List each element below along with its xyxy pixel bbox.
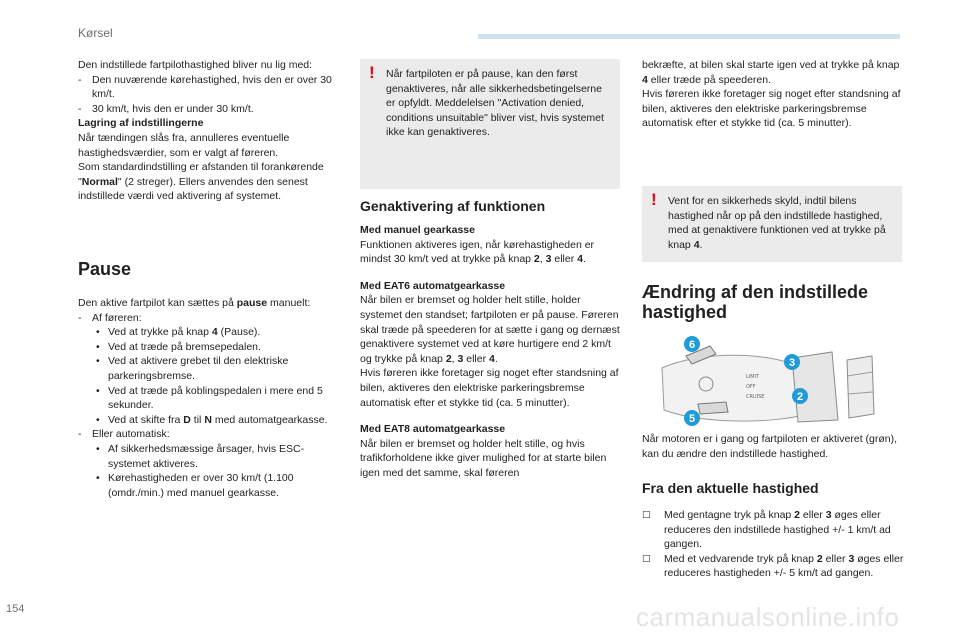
bullet-item: • Ved at aktivere grebet til den elektriske parkeringsbremse. [96,355,289,382]
column-3 [642,58,904,131]
list-item: - Den nuværende kørehastighed, hvis den er over 30 km/t. [78,73,332,101]
stalk-label-cruise: CRUISE [746,394,765,400]
paragraph: Den aktive fartpilot kan sættes på pause manuelt: [78,297,311,309]
stalk-label-limit: LIMIT [746,374,760,380]
paragraph: Når motoren er i gang og fartpiloten er aktiveret (grøn), kan du ændre den indstillede hastighed. [642,433,898,460]
intro-text: Den indstillede fartpilothastighed bliver nu lig med: [78,59,313,71]
list-item: □ Med gentagne tryk på knap 2 eller 3 øges eller reduceres den indstillede hastighed +/- 1 km/t ad gangen. [642,509,891,551]
list-item: □ Med et vedvarende tryk på knap 2 eller 3 øges eller reduceres hastigheden +/- 5 km/t ad gangen. [642,552,904,580]
subheading-eat8: Med EAT8 automatgearkasse [360,423,506,436]
paragraph: Hvis føreren ikke foretager sig noget efter standsning af bilen, aktiveres den elektriske parkeringsbremse automatisk efter et stykke tid (ca. 5 minutter). [642,88,901,130]
heading-genaktivering: Genaktivering af funktionen [360,198,546,214]
heading-aendring: Ændring af den indstillede hastighed [642,282,869,322]
list-item: - 30 km/t, hvis den er under 30 km/t. [78,102,254,115]
column-1 [78,58,346,204]
stalk-label-off: OFF [746,384,756,390]
callout-5-label: 5 [688,413,696,425]
paragraph: Når bilen er bremset og holder helt stille, holder systemet den standset; fartpiloten er på pause. Føreren skal træde på speederen for at sætte i gang og dernæst genaktivere systemet ved at køre hurtigere end 2 km/t og trykke på knap 2, 3 eller 4. [360,294,620,365]
paragraph: Funktionen aktiveres igen, når kørehastigheden er mindst 30 km/t ved at trykke på knap 2, 3 eller 4. [360,238,595,266]
paragraph: Når bilen er bremset og holder helt stille, og hvis trafikforholdene ikke giver mulighed for at starte bilen igen med det samme, skal føreren [360,437,607,479]
bullet-item: • Kørehastigheden er over 30 km/t (1.100 (omdr./min.) med manuel gearkasse. [96,472,294,499]
column-3-list [642,508,904,581]
checkbox-icon: □ [642,510,651,520]
bullet-item: • Ved at skifte fra D til N med automatgearkasse. [96,413,328,426]
bullet-item: • Ved at træde på koblingspedalen i mere end 5 sekunder. [96,384,323,412]
warning-text: Vent for en sikkerheds skyld, indtil bilens hastighed når op på den indstillede hastighed, med at genaktivere funktionen ved at trykke på knap 4. [668,195,886,251]
list-item: - Af føreren: [78,311,142,324]
warning-text: Når fartpiloten er på pause, kan den først genaktiveres, når alle sikkerhedsbetingelserne er opfyldt. Meddelelsen "Activation denied, conditions unsuitable" bliver vist, hvis systemet ikke kan genaktiveres. [386,68,604,139]
bullet-item: • Ved at træde på bremsepedalen. [96,340,261,353]
watermark: carmanualsonline.info [636,602,900,632]
column-1-pause [78,296,346,500]
subheading-manual: Med manuel gearkasse [360,224,475,236]
cruise-control-stalk-figure [642,332,904,432]
heading-fra-aktuelle: Fra den aktuelle hastighed [642,480,819,496]
callout-2-label: 2 [796,391,804,403]
bullet-item: • Ved at trykke på knap 4 (Pause). [96,326,261,339]
heading-pause: Pause [78,259,132,279]
checkbox-icon: □ [642,553,651,564]
callout-6-label: 6 [688,339,696,351]
page-number: 154 [6,603,25,615]
header-bar [478,34,900,39]
warning-icon: ! [651,190,657,209]
warning-note [360,59,620,189]
warning-icon: ! [369,63,375,82]
list-item: - Eller automatisk: [78,428,170,441]
subheading-lagring: Lagring af indstillingerne [78,117,204,130]
paragraph: Når tændingen slås fra, annulleres eventuelle hastighedsværdier, som er valgt af føreren. [78,131,290,159]
subheading-eat6: Med EAT6 automatgearkasse [360,279,506,292]
section-title: Kørsel [78,26,113,40]
column-3-after-figure [642,432,904,461]
paragraph: Hvis føreren ikke foretager sig noget efter standsning af bilen, aktiveres den elektriske parkeringsbremse automatisk efter et stykke tid (ca. 5 minutter). [360,367,619,409]
paragraph: Som standardindstilling er afstanden til forankørende "Normal" (2 streger). Ellers anvendes den senest indstillede værdi ved aktivering af systemet. [78,161,324,203]
warning-note [642,186,902,262]
callout-3-label: 3 [788,357,796,369]
bullet-item: • Af sikkerhedsmæssige årsager, hvis ESC-systemet aktiveres. [96,442,305,470]
paragraph: bekræfte, at bilen skal starte igen ved at trykke på knap 4 eller træde på speederen. [642,59,900,86]
column-2 [360,223,622,481]
